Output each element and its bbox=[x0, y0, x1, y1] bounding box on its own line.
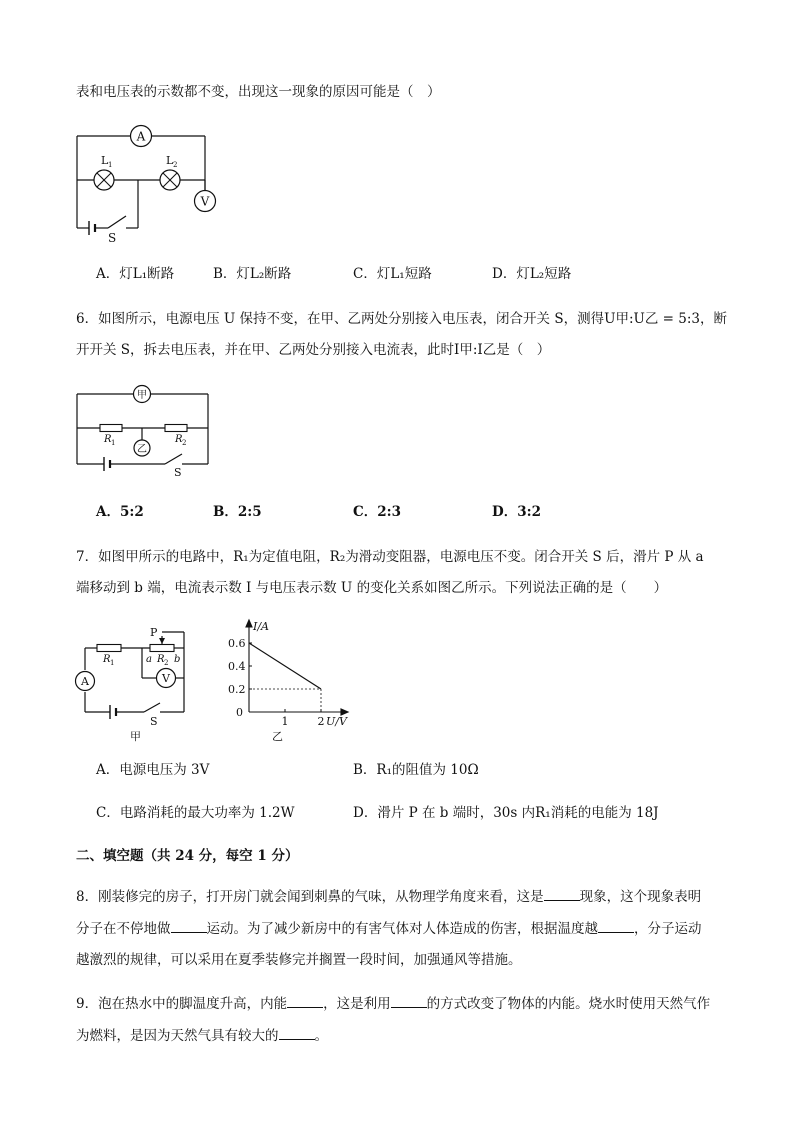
q9-blank-1[interactable] bbox=[287, 993, 323, 1008]
q7-option-a[interactable]: A．电源电压为 3V bbox=[96, 762, 210, 778]
q6-option-a[interactable]: A．5:2 bbox=[96, 504, 144, 520]
q6-option-c[interactable]: C．2:3 bbox=[353, 504, 402, 520]
svg-text:V: V bbox=[200, 194, 210, 209]
q8-line1: 8．刚装修完的房子，打开房门就会闻到刺鼻的气味，从物理学角度来看，这是 现象，这个现象表明 bbox=[76, 886, 701, 907]
lamp-l2-icon bbox=[160, 170, 180, 190]
q6-switch-label: S bbox=[174, 466, 182, 477]
q8-line3: 越激烈的规律，可以采用在夏季装修完并搁置一段时间，加强通风等措施。 bbox=[76, 952, 522, 968]
q6-circuit-diagram bbox=[70, 382, 215, 477]
iu-series-line bbox=[249, 643, 321, 689]
graph-ytick-label: 0.4 bbox=[228, 660, 246, 673]
graph-ylabel: I/A bbox=[253, 620, 269, 633]
ammeter-icon bbox=[76, 672, 95, 691]
q8-blank-3[interactable] bbox=[598, 918, 634, 933]
q7-switch-label: S bbox=[150, 715, 158, 728]
q7-iu-graph bbox=[226, 614, 356, 748]
q8-blank-1[interactable] bbox=[544, 886, 580, 901]
q7-circuit-diagram bbox=[72, 624, 202, 742]
r2-sub: 2 bbox=[182, 439, 187, 447]
meter-yi-icon bbox=[134, 440, 150, 456]
q9-blank-2[interactable] bbox=[391, 993, 427, 1008]
q6-option-b[interactable]: B．2:5 bbox=[213, 504, 262, 520]
q6-stem-line2: 开开关 S，拆去电压表，并在甲、乙两处分别接入电流表，此时I甲:I乙是（ ） bbox=[76, 342, 551, 358]
switch-label: S bbox=[108, 231, 117, 245]
q7-r2-sub: 2 bbox=[164, 659, 169, 667]
lamp-l1-label: L bbox=[101, 154, 109, 167]
q7-stem-line2: 端移动到 b 端，电流表示数 I 与电压表示数 U 的变化关系如图乙所示。下列说法正确的是（ ） bbox=[76, 580, 668, 596]
graph-axes bbox=[246, 620, 348, 715]
q7-option-b[interactable]: B．R₁的阻值为 10Ω bbox=[353, 762, 479, 778]
q6-option-d[interactable]: D．3:2 bbox=[492, 504, 541, 520]
graph-xtick-label: 2 bbox=[317, 715, 325, 728]
circuit-caption-jia: 甲 bbox=[130, 730, 141, 742]
graph-xlabel: U/V bbox=[326, 715, 347, 728]
svg-text:V: V bbox=[162, 672, 170, 685]
end-b-label: b bbox=[174, 654, 181, 665]
q8-line2: 分子在不停地做 运动。为了减少新房中的有害气体对人体造成的伤害，根据温度越 ，分子运动 bbox=[76, 918, 702, 939]
graph-xtick-label: 1 bbox=[281, 715, 289, 728]
q7-r1-label: R bbox=[103, 654, 111, 665]
q9-line1: 9．泡在热水中的脚温度升高，内能 ，这是利用 的方式改变了物体的内能。烧水时使用天然气作 bbox=[76, 993, 710, 1014]
q5-option-a[interactable]: A．灯L₁断路 bbox=[96, 266, 175, 282]
q5-circuit-diagram bbox=[70, 120, 230, 245]
graph-caption-yi: 乙 bbox=[272, 730, 283, 743]
svg-text:乙: 乙 bbox=[137, 444, 147, 455]
q5-option-d[interactable]: D．灯L₂短路 bbox=[492, 266, 572, 282]
q9-blank-3[interactable] bbox=[279, 1025, 315, 1040]
graph-ytick-label: 0.2 bbox=[228, 683, 246, 696]
q7-stem-line1: 7．如图甲所示的电路中，R₁为定值电阻，R₂为滑动变阻器，电源电压不变。闭合开关 S 后，滑片 P 从 a bbox=[76, 549, 704, 565]
q7-r2-label: R bbox=[157, 654, 165, 665]
q7-r1-sub: 1 bbox=[110, 659, 115, 667]
r1-sub: 1 bbox=[111, 439, 116, 447]
resistor-r1-icon bbox=[97, 645, 121, 652]
end-a-label: a bbox=[146, 654, 152, 665]
resistor-r1-icon bbox=[100, 425, 122, 432]
slider-arrow-icon bbox=[159, 638, 165, 644]
graph-ticks bbox=[249, 643, 321, 712]
section-heading: 二、填空题（共 24 分，每空 1 分） bbox=[76, 848, 299, 864]
ammeter-icon bbox=[131, 126, 152, 147]
lamp-l1-sub: 1 bbox=[108, 161, 113, 169]
slider-p-label: P bbox=[150, 626, 158, 639]
q5-stem: 表和电压表的示数都不变，出现这一现象的原因可能是（ ） bbox=[76, 84, 441, 100]
r2-label: R bbox=[175, 434, 183, 445]
resistor-r2-icon bbox=[165, 425, 187, 432]
q6-stem-line1: 6．如图所示，电源电压 U 保持不变，在甲、乙两处分别接入电压表，闭合开关 S，测得U甲:U乙 = 5:3，断 bbox=[76, 311, 728, 327]
voltmeter-icon bbox=[157, 669, 176, 688]
voltmeter-icon bbox=[195, 191, 216, 212]
q8-blank-2[interactable] bbox=[171, 918, 207, 933]
q7-option-d[interactable]: D．滑片 P 在 b 端时，30s 内R₁消耗的电能为 18J bbox=[353, 805, 659, 821]
q9-line2: 为燃料，是因为天然气具有较大的 。 bbox=[76, 1025, 328, 1046]
svg-text:A: A bbox=[81, 675, 89, 688]
lamp-l2-label: L bbox=[166, 154, 174, 167]
lamp-l2-sub: 2 bbox=[173, 161, 178, 169]
rheostat-r2-icon bbox=[150, 645, 174, 652]
lamp-l1-icon bbox=[94, 170, 114, 190]
meter-jia-icon bbox=[134, 386, 151, 403]
svg-text:甲: 甲 bbox=[137, 390, 147, 401]
q5-option-b[interactable]: B．灯L₂断路 bbox=[213, 266, 292, 282]
svg-text:A: A bbox=[136, 129, 146, 144]
graph-ytick-label: 0.6 bbox=[228, 637, 246, 650]
q5-option-c[interactable]: C．灯L₁短路 bbox=[353, 266, 432, 282]
graph-origin: 0 bbox=[236, 706, 243, 719]
r1-label: R bbox=[104, 434, 112, 445]
q7-option-c[interactable]: C．电路消耗的最大功率为 1.2W bbox=[96, 805, 295, 821]
